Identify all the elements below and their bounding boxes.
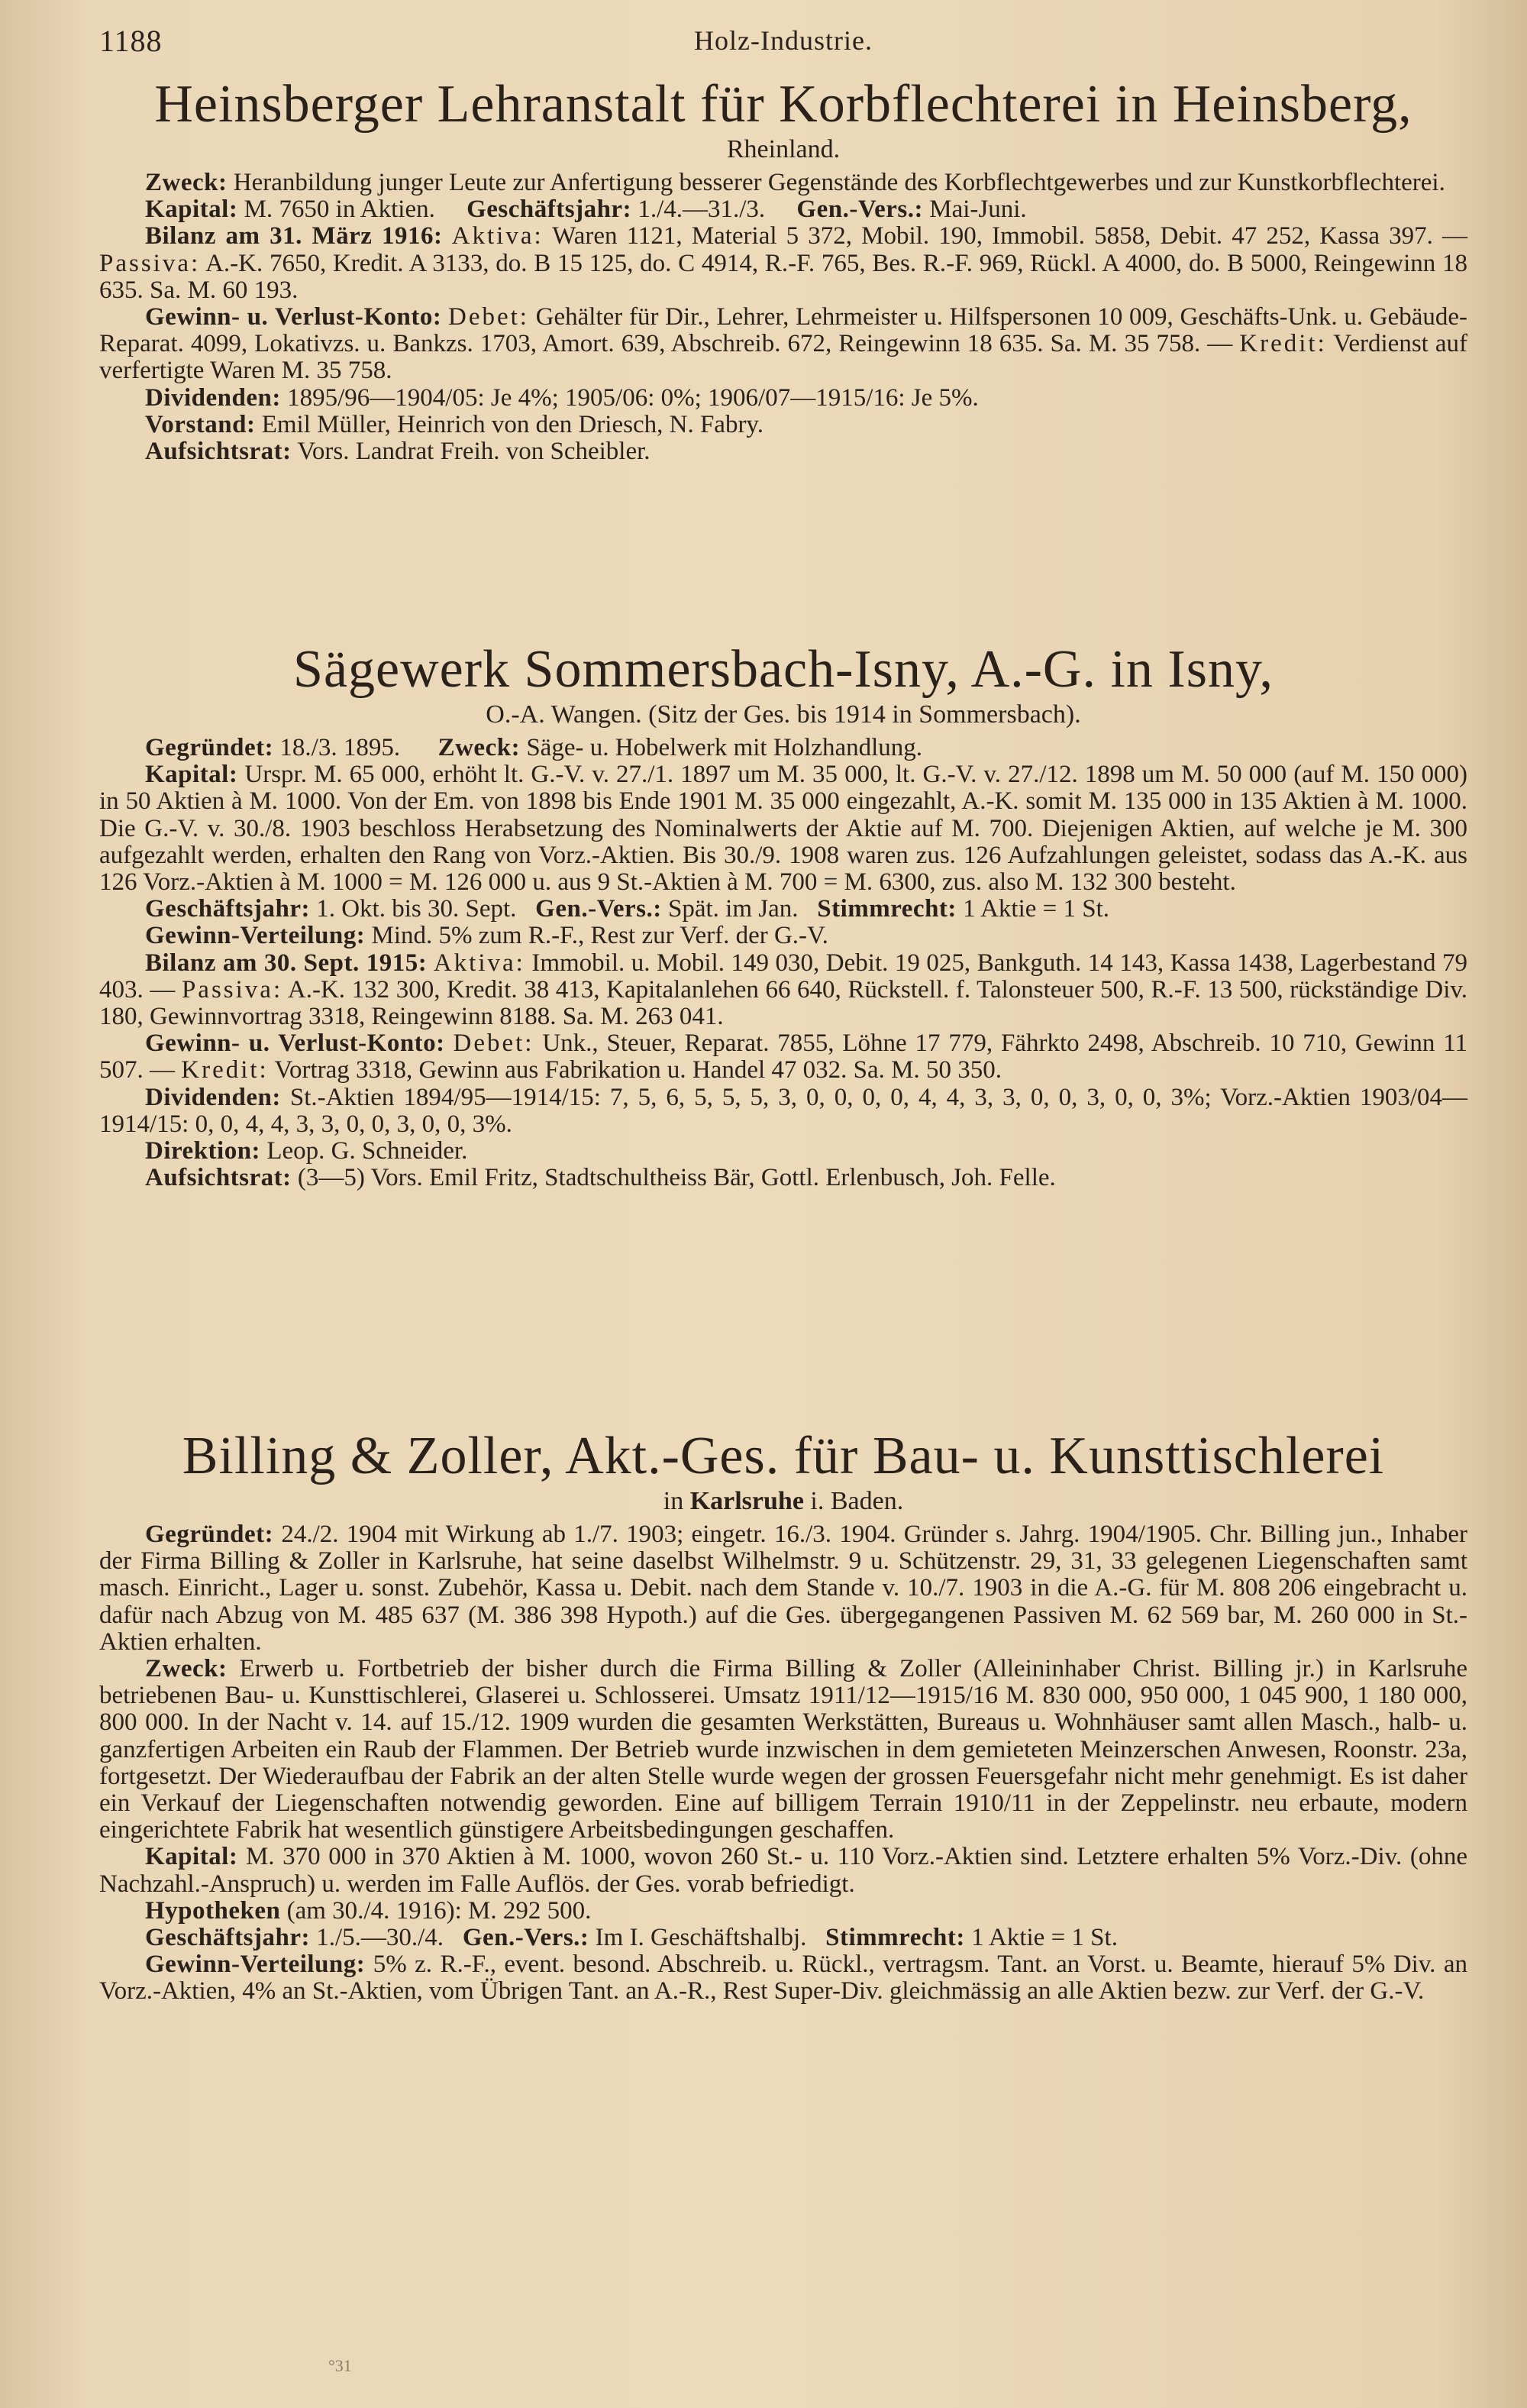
bilanz-paragraph: Bilanz am 30. Sept. 1915: Aktiva: Immobil. u. Mobil. 149 030, Debit. 19 025, Bankguth. 14 143, Kassa 1438, Lagerbestand 79 403. — Passiva: A.-K. 132 300, Kredit. 38 413, Kapitalanlehen 66 640, Rückstell. f. Talonsteuer 500, R.-F. 13 500, rückständige Div. 180, Gewinnvortrag 3318, Reingewinn 8188. Sa. M. 263 041. [99,949,1468,1031]
dividenden-paragraph: Dividenden: St.-Aktien 1894/95—1914/15: 7, 5, 6, 5, 5, 5, 3, 0, 0, 0, 0, 4, 4, 3, 3, 0, 0, 3, 0, 0, 3%; Vorz.-Aktien 1903/04—1914/15: 0, 0, 4, 4, 3, 3, 0, 0, 3, 0, 0, 3%. [99,1083,1467,1138]
company-entry-heinsberger [99,75,1467,465]
gewinnverteilung-paragraph: Gewinn-Verteilung: Mind. 5% zum R.-F., Rest zur Verf. der G.-V. [145,922,828,950]
aufsichtsrat-paragraph: Aufsichtsrat: (3—5) Vors. Emil Fritz, Stadtschultheiss Bär, Gottl. Erlenbusch, Joh. Felle. [145,1164,1056,1192]
company-title: Billing & Zoller, Akt.-Ges. für Bau- u. Kunsttischlerei [182,1427,1385,1485]
hypotheken-paragraph: Hypotheken (am 30./4. 1916): M. 292 500. [145,1896,592,1925]
company-subtitle: O.-A. Wangen. (Sitz der Ges. bis 1914 in Sommersbach). [486,700,1081,729]
company-entry-saegewerk [99,640,1467,1191]
page-header [99,23,1467,57]
gegruendet-paragraph: Gegründet: 18./3. 1895. Zweck: Säge- u. Hobelwerk mit Holzhandlung. [145,734,923,761]
geschaeftsjahr-paragraph: Geschäftsjahr: 1. Okt. bis 30. Sept. Gen.-Vers.: Spät. im Jan. Stimmrecht: 1 Aktie = 1 St. [145,895,1110,923]
zweck-paragraph: Zweck: Heranbildung junger Leute zur Anfertigung besserer Gegenstände des Korbflechtgewerbes und zur Kunstkorbflechterei. [145,169,1445,196]
dividenden-paragraph: Dividenden: 1895/96—1904/05: Je 4%; 1905/06: 0%; 1906/07—1915/16: Je 5%. [145,383,979,412]
company-subtitle: in Karlsruhe i. Baden. [663,1487,904,1515]
guv-paragraph: Gewinn- u. Verlust-Konto: Debet: Gehälter für Dir., Lehrer, Lehrmeister u. Hilfspersonen 10 009, Geschäfts-Unk. u. Gebäude-Reparat. 4099, Lokativzs. u. Bankzs. 1703, Amort. 639, Abschreib. 672, Reingewinn 18 635. Sa. M. 35 758. — Kredit: Verdienst auf verfertigte Waren M. 35 758. [99,303,1468,385]
zweck-paragraph: Zweck: Erwerb u. Fortbetrieb der bisher durch die Firma Billing & Zoller (Alleininhaber Christ. Billing jr.) in Karlsruhe betriebenen Bau- u. Kunsttischlerei, Glaserei u. Schlosserei. Umsatz 1911/12—1915/16 M. 830 000, 950 000, 1 045 900, 1 180 000, 800 000. In der Nacht v. 14. auf 15./12. 1909 wurden die gesamten Werkstätten, Bureaus u. Wohnhäuser samt allen Masch., halb- u. ganzfertigen Arbeiten ein Raub der Flammen. Der Betrieb wurde inzwischen in dem gemieteten Meinzerschen Anwesen, Roonstr. 23a, fortgesetzt. Der Wiederaufbau der Fabrik an der alten Stelle wurde wegen der grossen Feuersgefahr nicht mehr genehmigt. Es ist daher ein Verkauf der Liegenschaften notwendig geworden. Eine auf billigem Terrain 1910/11 in der Zeppelinstr. neu erbaute, modern eingerichtete Fabrik hat wesentlich günstigere Arbeitsbedingungen geschaffen. [99,1655,1467,1844]
vorstand-paragraph: Vorstand: Emil Müller, Heinrich von den Driesch, N. Fabry. [145,410,764,438]
kapital-paragraph: Kapital: M. 7650 in Aktien. Geschäftsjahr: 1./4.—31./3. Gen.-Vers.: Mai-Juni. [145,196,1027,224]
company-city: Karlsruhe [689,1487,804,1515]
aufsichtsrat-paragraph: Aufsichtsrat: Vors. Landrat Freih. von Scheibler. [145,438,651,466]
geschaeftsjahr-paragraph: Geschäftsjahr: 1./5.—30./4. Gen.-Vers.: Im I. Geschäftshalbj. Stimmrecht: 1 Aktie = 1 St. [145,1924,1118,1952]
direktion-paragraph: Direktion: Leop. G. Schneider. [145,1137,468,1165]
page-number: 1188 [99,24,163,58]
company-subtitle: Rheinland. [726,135,841,163]
company-entry-billing-zoller [99,1427,1467,2006]
footer-mark: °31 [328,2356,352,2375]
guv-paragraph: Gewinn- u. Verlust-Konto: Debet: Unk., Steuer, Reparat. 7855, Löhne 17 779, Fährkto 2498, Abschreib. 10 710, Gewinn 11 507. — Kredit: Vortrag 3318, Gewinn aus Fabrikation u. Handel 47 032. Sa. M. 50 350. [99,1029,1468,1084]
company-title: Sägewerk Sommersbach-Isny, A.-G. in Isny, [293,640,1274,699]
kapital-paragraph: Kapital: Urspr. M. 65 000, erhöht lt. G.-V. v. 27./1. 1897 um M. 35 000, lt. G.-V. v. 27./12. 1898 um M. 50 000 (auf M. 150 000) in 50 Aktien à M. 1000. Von der Em. von 1898 bis Ende 1901 M. 35 000 eingezahlt, A.-K. somit M. 135 000 in 135 Aktien à M. 1000. Die G.-V. v. 30./8. 1903 beschloss Herabsetzung des Nominalwerts der Aktie auf M. 700. Diejenigen Aktien, auf welche je M. 300 aufgezahlt werden, erhalten den Rang von Vorz.-Aktien. Bis 30./9. 1908 waren zus. 126 Aufzahlungen geleistet, sodass das A.-K. aus 126 Vorz.-Aktien à M. 1000 = M. 126 000 u. aus 9 St.-Aktien à M. 700 = M. 6300, zus. also M. 132 300 besteht. [99,761,1468,897]
running-title: Holz-Industrie. [694,25,873,56]
gegruendet-paragraph: Gegründet: 24./2. 1904 mit Wirkung ab 1./7. 1903; eingetr. 16./3. 1904. Gründer s. Jahrg. 1904/1905. Chr. Billing jun., Inhaber der Firma Billing & Zoller in Karlsruhe, hat seine daselbst Wilhelmstr. 9 u. Schützenstr. 29, 31, 33 gelegenen Liegenschaften samt masch. Einricht., Lager u. sonst. Zubehör, Kassa u. Debit. nach dem Stande v. 10./7. 1903 in die A.-G. für M. 808 206 eingebracht u. dafür nach Abzug von M. 485 637 (M. 386 398 Hypoth.) auf die Ges. übergegangenen Passiven M. 62 569 bar, M. 260 000 in St.-Aktien erhalten. [99,1521,1467,1656]
company-title: Heinsberger Lehranstalt für Korbflechterei in Heinsberg, [154,75,1412,134]
bilanz-paragraph: Bilanz am 31. März 1916: Aktiva: Waren 1121, Material 5 372, Mobil. 190, Immobil. 5858, Debit. 47 252, Kassa 397. — Passiva: A.-K. 7650, Kredit. A 3133, do. B 15 125, do. C 4914, R.-F. 765, Bes. R.-F. 969, Rückl. A 4000, do. B 5000, Reingewinn 18 635. Sa. M. 60 193. [99,222,1468,304]
kapital-paragraph: Kapital: M. 370 000 in 370 Aktien à M. 1000, wovon 260 St.- u. 110 Vorz.-Aktien sind. Letztere erhalten 5% Vorz.-Div. (ohne Nachzahl.-Anspruch) u. werden im Falle Auflös. der Ges. vorab befriedigt. [99,1843,1467,1898]
gewinnverteilung-paragraph: Gewinn-Verteilung: 5% z. R.-F., event. besond. Abschreib. u. Rückl., vertragsm. Tant. an Vorst. u. Beamte, hierauf 5% Div. an Vorz.-Aktien, 4% an St.-Aktien, vom Übrigen Tant. an A.-R., Rest Super-Div. gleichmässig an alle Aktien bezw. zur Verf. der G.-V. [99,1951,1468,2006]
